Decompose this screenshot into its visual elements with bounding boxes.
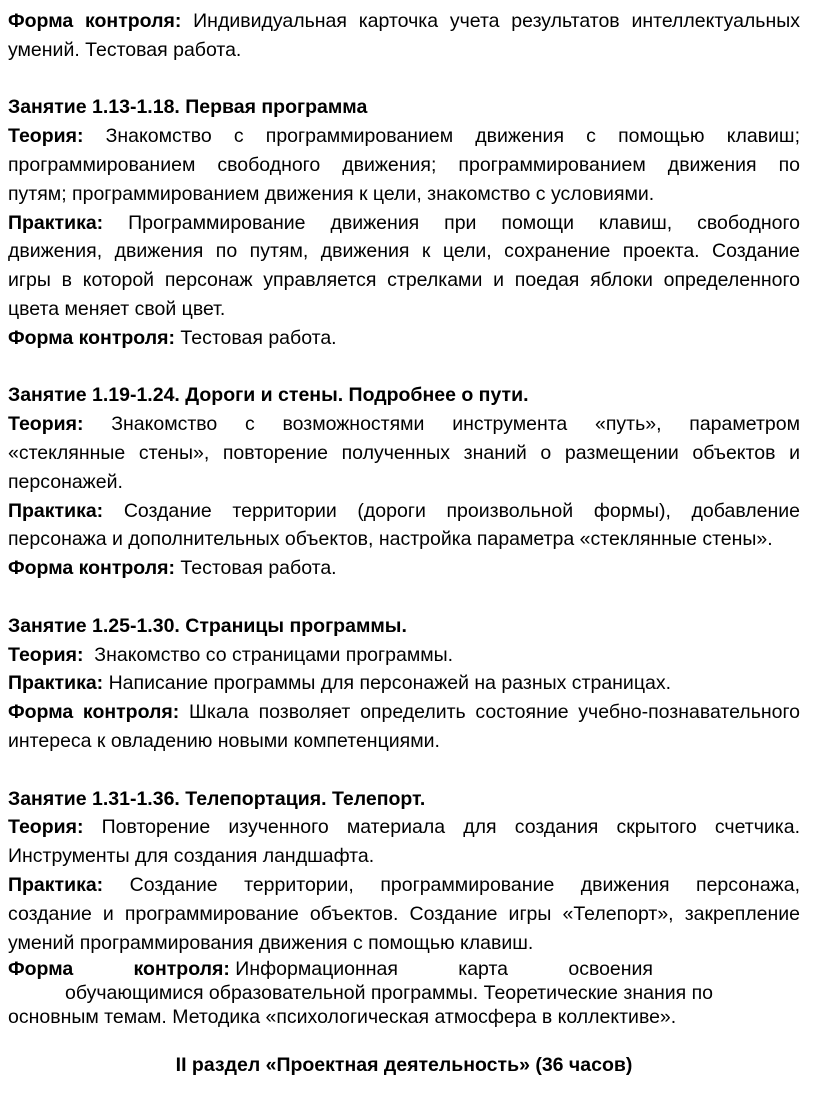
paragraph — [8, 698, 800, 756]
lesson-heading: Занятие 1.13-1.18. Первая программа — [8, 96, 368, 119]
text-run: Теория: — [8, 643, 84, 666]
text-line — [8, 439, 800, 468]
text-line — [8, 900, 800, 929]
paragraph — [8, 641, 800, 670]
text-line — [8, 151, 800, 180]
text-run: Форма контроля: — [8, 326, 175, 349]
text-run: освоения — [568, 958, 653, 981]
text-run: Индивидуальная карточка учета результатов интеллектуальных — [181, 10, 800, 32]
text-chunk — [568, 957, 653, 981]
text-chunk — [134, 957, 398, 981]
text-run: движения, движения по путям, движения к цели, сохранение проекта. Создание — [8, 240, 800, 263]
paragraph — [8, 209, 800, 324]
text-run: персонажей. — [8, 470, 123, 493]
text-line — [8, 266, 800, 295]
text-run: Знакомство с возможностями инструмента «путь», параметром — [83, 413, 800, 436]
text-run: Повторение изученного материала для создания скрытого счетчика. — [83, 816, 800, 839]
text-line — [8, 698, 800, 727]
text-line — [8, 7, 800, 36]
text-run: Форма — [8, 958, 74, 981]
paragraph — [8, 122, 800, 208]
blank-line — [8, 353, 800, 382]
text-run: интереса к овладению новыми компетенциями. — [8, 729, 440, 752]
document-body — [8, 7, 800, 1080]
lesson-heading: Занятие 1.31-1.36. Телепортация. Телепорт. — [8, 787, 426, 810]
text-line — [8, 554, 800, 583]
text-run: Практика: — [8, 211, 104, 234]
section-title: II раздел «Проектная деятельность» (36 часов) — [175, 1054, 633, 1077]
text-run: Практика: — [8, 873, 104, 896]
text-run: Шкала позволяет определить состояние учебно-познавательного — [179, 701, 800, 724]
text-run: Теория: — [8, 816, 84, 839]
text-run: цвета меняет свой цвет. — [8, 297, 226, 320]
text-run: Программирование движения при помощи клавиш, свободного — [103, 211, 800, 234]
text-run: Теория: — [8, 125, 84, 148]
text-run: программированием свободного движения; программированием движения по — [8, 153, 800, 176]
text-run: Форма контроля: — [8, 10, 182, 32]
text-run: Форма контроля: — [8, 701, 180, 724]
text-line — [8, 122, 800, 151]
text-run: персонажа и дополнительных объектов, настройка параметра «стеклянные стены». — [8, 528, 773, 551]
text-line — [8, 871, 800, 900]
text-line — [8, 295, 800, 324]
text-run: умений. Тестовая работа. — [8, 38, 242, 61]
lesson-heading: Занятие 1.19-1.24. Дороги и стены. Подробнее о пути. — [8, 384, 529, 407]
paragraph — [8, 554, 800, 583]
text-run: Форма контроля: — [8, 557, 175, 580]
text-line — [8, 180, 800, 209]
text-line — [8, 237, 800, 266]
text-line — [8, 1005, 800, 1029]
text-line — [8, 497, 800, 526]
text-line — [8, 813, 800, 842]
paragraph — [8, 497, 800, 555]
text-run: Информационная — [229, 958, 398, 981]
paragraph — [8, 410, 800, 496]
text-chunk — [8, 957, 73, 981]
text-run: создание и программирование объектов. Создание игры «Телепорт», закрепление — [8, 902, 800, 925]
text-run: путям; программированием движения к цели, знакомство с условиями. — [8, 182, 655, 205]
text-run: Знакомство со страницами программы. — [83, 643, 454, 666]
paragraph — [8, 871, 800, 957]
text-run: игры в которой персонаж управляется стрелками и поедая яблоки определенного — [8, 269, 800, 292]
text-line — [8, 36, 800, 65]
blank-line — [8, 65, 800, 94]
paragraph — [8, 324, 800, 353]
text-run: Инструменты для создания ландшафта. — [8, 845, 375, 868]
text-run: Знакомство с программированием движения с помощью клавиш; — [83, 125, 800, 148]
text-run: Тестовая работа. — [174, 326, 337, 349]
text-line — [8, 981, 800, 1005]
paragraph — [8, 813, 800, 871]
text-run: умений программирования движения с помощью клавиш. — [8, 931, 534, 954]
text-run: Теория: — [8, 413, 84, 436]
text-line — [8, 929, 800, 958]
text-line — [8, 727, 800, 756]
text-chunk — [458, 957, 508, 981]
paragraph — [8, 957, 800, 1029]
paragraph — [8, 669, 800, 698]
text-line — [8, 669, 800, 698]
text-run: карта — [458, 958, 509, 981]
text-run: контроля: — [133, 958, 230, 981]
text-line — [8, 842, 800, 871]
text-run: обучающимися образовательной программы. Теоретические знания по — [65, 982, 714, 1005]
blank-line — [8, 1029, 800, 1051]
text-line — [8, 209, 800, 238]
lesson-heading: Занятие 1.25-1.30. Страницы программы. — [8, 614, 407, 637]
text-run: «стеклянные стены», повторение полученных знаний о размещении объектов и — [8, 441, 800, 464]
text-line — [8, 324, 800, 353]
text-run: основным темам. Методика «психологическая атмосфера в коллективе». — [8, 1006, 677, 1029]
text-run: Практика: — [8, 672, 104, 695]
text-line — [8, 468, 800, 497]
text-run: Написание программы для персонажей на разных страницах. — [103, 672, 672, 695]
text-line — [8, 410, 800, 439]
paragraph — [8, 7, 800, 65]
blank-line — [8, 583, 800, 612]
text-run: Создание территории, программирование движения персонажа, — [103, 873, 800, 896]
blank-line — [8, 756, 800, 785]
text-line — [8, 641, 800, 670]
text-run: Тестовая работа. — [174, 557, 337, 580]
text-line — [8, 525, 800, 554]
text-run: Практика: — [8, 499, 104, 522]
text-run: Создание территории (дороги произвольной формы), добавление — [103, 499, 800, 522]
text-line — [8, 957, 653, 981]
